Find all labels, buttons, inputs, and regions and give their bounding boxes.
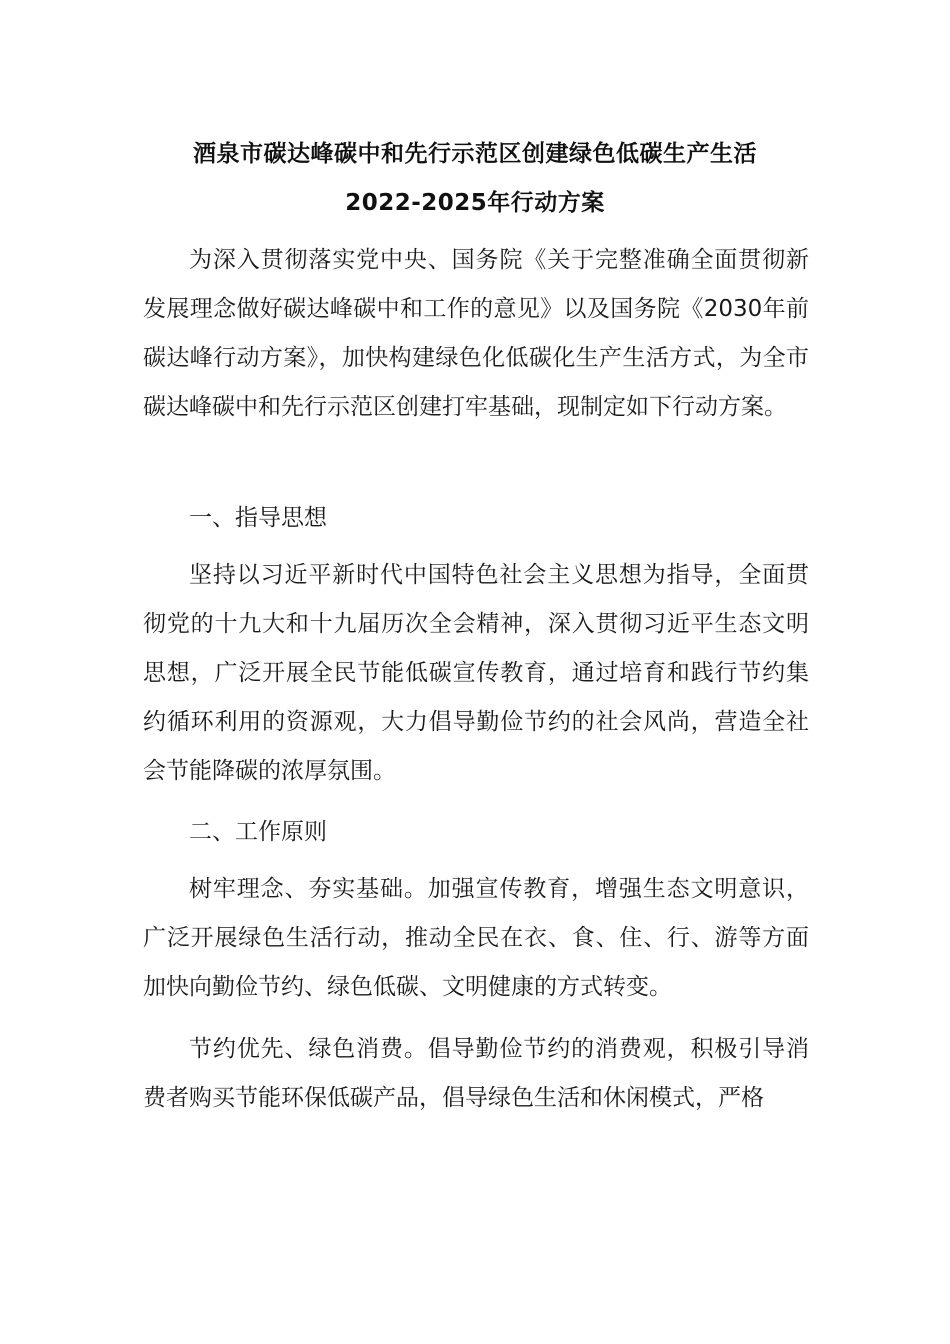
principle-paragraph-2: 节约优先、绿色消费。倡导勤俭节约的消费观，积极引导消费者购买节能环保低碳产品，倡导绿色生活和休闲模式，严格 (143, 1036, 809, 1111)
document-title-line2: 2022-2025年行动方案 (345, 190, 605, 216)
document-title-line1: 酒泉市碳达峰碳中和先行示范区创建绿色低碳生产生活 (193, 141, 757, 167)
section-heading-guiding-ideology: 一、指导思想 (189, 505, 327, 531)
principle-paragraph-1: 树牢理念、夯实基础。加强宣传教育，增强生态文明意识，广泛开展绿色生活行动，推动全民在衣、食、住、行、游等方面加快向勤俭节约、绿色低碳、文明健康的方式转变。 (143, 876, 809, 1000)
intro-paragraph: 为深入贯彻落实党中央、国务院《关于完整准确全面贯彻新发展理念做好碳达峰碳中和工作的意见》以及国务院《2030年前碳达峰行动方案》，加快构建绿色化低碳化生产生活方式，为全市碳达峰碳中和先行示范区创建打牢基础，现制定如下行动方案。 (143, 247, 809, 420)
guiding-ideology-paragraph: 坚持以习近平新时代中国特色社会主义思想为指导，全面贯彻党的十九大和十九届历次全会精神，深入贯彻习近平生态文明思想，广泛开展全民节能低碳宣传教育，通过培育和践行节约集约循环利用的资源观，大力倡导勤俭节约的社会风尚，营造全社会节能降碳的浓厚氛围。 (143, 562, 809, 784)
section-heading-work-principles: 二、工作原则 (189, 819, 327, 845)
